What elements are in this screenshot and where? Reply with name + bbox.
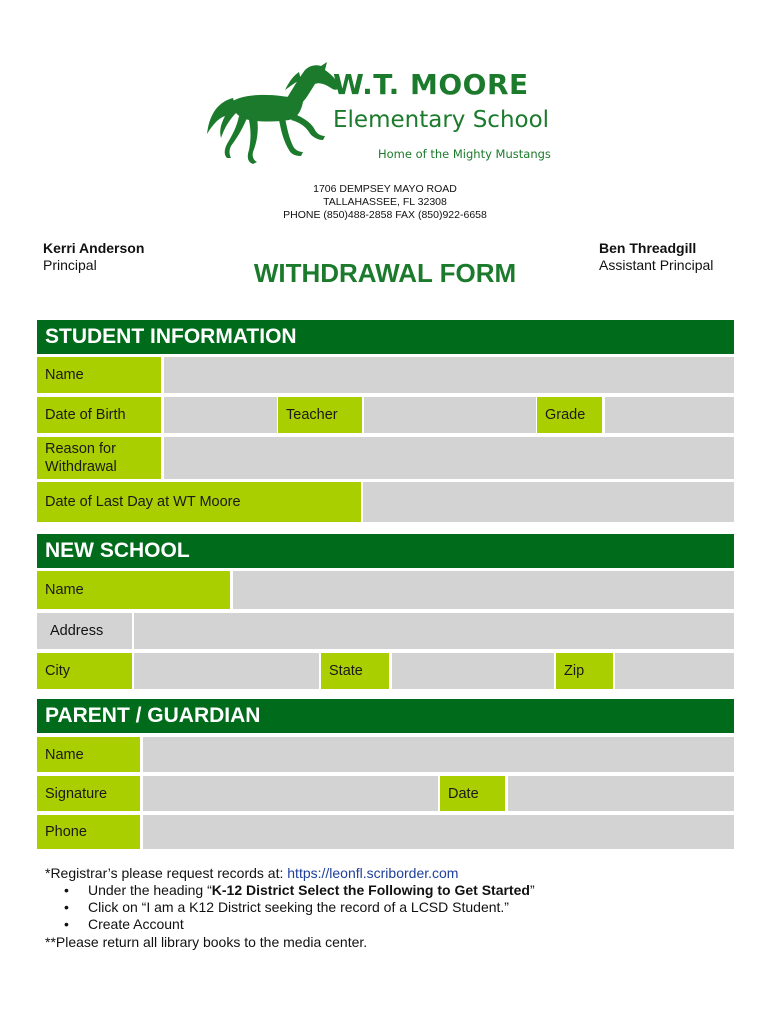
bullet-1-suffix: ” (529, 882, 535, 898)
bullet-glyph: • (64, 899, 69, 915)
state-label: State (321, 653, 389, 689)
reason-for-withdrawal-label: Reason for Withdrawal (37, 437, 161, 479)
new-school-name-field[interactable] (233, 571, 734, 609)
grade-label: Grade (537, 397, 602, 433)
school-name: W.T. MOORE (333, 68, 529, 101)
parent-name-field[interactable] (143, 737, 734, 772)
bullet-3-text: Create Account (88, 916, 184, 932)
grade-field[interactable] (605, 397, 734, 433)
address-line-1: 1706 DEMPSEY MAYO ROAD (313, 183, 457, 195)
signature-field[interactable] (143, 776, 438, 811)
date-of-birth-label: Date of Birth (37, 397, 161, 433)
reason-for-withdrawal-field[interactable] (164, 437, 734, 479)
bullet-1-heading: K-12 District Select the Following to Get Started (211, 882, 530, 898)
new-school-name-label: Name (37, 571, 230, 609)
note-bullet-3 (64, 916, 184, 932)
parent-date-field[interactable] (508, 776, 734, 811)
bullet-1-prefix: Under the heading “ (88, 882, 212, 898)
registrar-note-text: *Registrar’s please request records at: (45, 865, 288, 881)
student-name-field[interactable] (164, 357, 734, 393)
parent-name-label: Name (37, 737, 140, 772)
school-subtitle: Elementary School (333, 107, 550, 133)
parent-guardian-heading: PARENT / GUARDIAN (37, 699, 734, 733)
student-information-heading: STUDENT INFORMATION (37, 320, 734, 354)
form-title: WITHDRAWAL FORM (253, 258, 517, 288)
city-field[interactable] (134, 653, 319, 689)
state-field[interactable] (392, 653, 554, 689)
bullet-2-text: Click on “I am a K12 District seeking the record of a LCSD Student.” (88, 899, 509, 915)
library-note: **Please return all library books to the media center. (45, 934, 368, 950)
new-school-heading: NEW SCHOOL (37, 534, 734, 568)
mustang-horse-icon (203, 58, 343, 166)
teacher-label: Teacher (278, 397, 362, 433)
principal-role: Principal (43, 257, 97, 273)
date-of-birth-field[interactable] (164, 397, 277, 433)
assistant-principal-role: Assistant Principal (599, 257, 714, 273)
address-line-2: TALLAHASSEE, FL 32308 (323, 196, 447, 208)
zip-label: Zip (556, 653, 613, 689)
last-day-label: Date of Last Day at WT Moore (37, 482, 361, 522)
last-day-field[interactable] (363, 482, 734, 522)
address-label: Address (37, 613, 132, 649)
scriborder-link[interactable]: https://leonfl.scriborder.com (287, 865, 459, 881)
city-label: City (37, 653, 132, 689)
parent-date-label: Date (440, 776, 505, 811)
note-bullet-1 (64, 882, 535, 898)
zip-field[interactable] (615, 653, 734, 689)
phone-field[interactable] (143, 815, 734, 849)
student-name-label: Name (37, 357, 161, 393)
assistant-principal-name: Ben Threadgill (599, 240, 697, 256)
phone-label: Phone (37, 815, 140, 849)
teacher-field[interactable] (364, 397, 536, 433)
registrar-note (45, 865, 458, 881)
note-bullet-2 (64, 899, 509, 915)
principal-name: Kerri Anderson (43, 240, 145, 256)
bullet-glyph: • (64, 882, 69, 898)
signature-label: Signature (37, 776, 140, 811)
address-field[interactable] (134, 613, 734, 649)
phone-fax: PHONE (850)488-2858 FAX (850)922-6658 (283, 209, 487, 221)
bullet-glyph: • (64, 916, 69, 932)
school-tagline: Home of the Mighty Mustangs (378, 147, 551, 161)
